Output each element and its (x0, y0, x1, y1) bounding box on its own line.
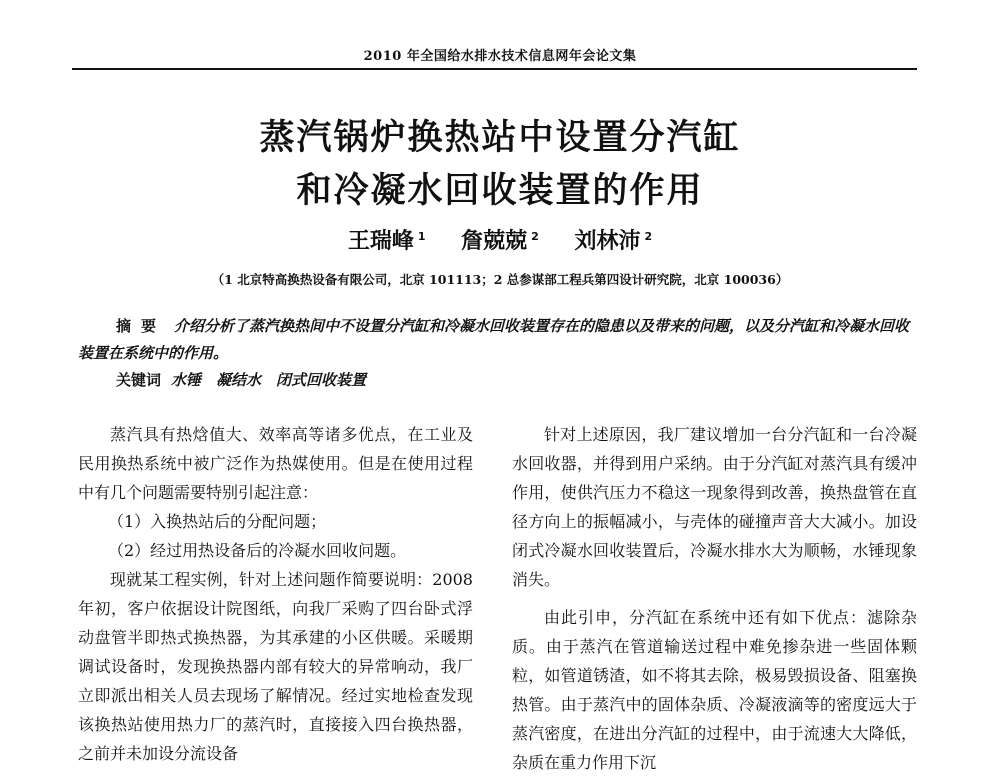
body-paragraph: 现就某工程实例，针对上述问题作简要说明：2008 年初，客户依据设计院图纸，向我厂采购了四台卧式浮动盘管半即热式换热器，为其承建的小区供暖。采暖期调试设备时，发现换热器内部有较大的异常响动，我厂立即派出相关人员去现场了解情况。经过实地检查发现该换热站使用热力厂的蒸汽时，直接接入四台换热器，之前并未加设分流设备 (78, 570, 473, 763)
paper-title-line-2: 和冷凝水回收装置的作用 (296, 171, 704, 211)
author-name: 刘林沛 (574, 229, 641, 254)
abstract-text: 介绍分析了蒸汽换热间中不设置分汽缸和冷凝水回收装置存在的隐患以及带来的问题，以及分汽缸和冷凝水回收装置在系统中的作用。 (78, 317, 910, 362)
list-item: （2）经过用热设备后的冷凝水回收问题。 (108, 541, 407, 560)
author-name: 王瑞峰 (347, 229, 414, 254)
abstract-paragraph (78, 313, 918, 367)
body-paragraph: 蒸汽具有热焓值大、效率高等诸多优点，在工业及民用换热系统中被广泛作为热媒使用。但是在使用过程中有几个问题需要特别引起注意： (78, 425, 473, 502)
keywords-text: 水锤 凝结水 闭式回收装置 (171, 371, 367, 389)
body-column-right (512, 420, 917, 777)
author (575, 229, 653, 254)
keywords-label: 关键词 (116, 371, 162, 389)
abstract-label: 摘要 (116, 317, 167, 335)
body-paragraph: 针对上述原因，我厂建议增加一台分汽缸和一台冷凝水回收器，并得到用户采纳。由于分汽缸对蒸汽具有缓冲作用，使供汽压力不稳这一现象得到改善，换热盘管在直径方向上的振幅减小，与壳体的碰撞声音大大减小。加设闭式冷凝水回收装置后，冷凝水排水大为顺畅，水锤现象消失。 (512, 425, 917, 589)
body-column-left (78, 420, 473, 768)
list-item: （1）入换热站后的分配问题； (108, 512, 327, 531)
author-name: 詹兢兢 (461, 229, 528, 254)
running-header: 2010 年全国给水排水技术信息网年会论文集 (363, 49, 637, 64)
keywords-line (116, 367, 918, 394)
body-paragraph: 由此引申，分汽缸在系统中还有如下优点：滤除杂质。由于蒸汽在管道输送过程中难免掺杂进一些固体颗粒，如管道锈渣，如不将其去除，极易毁损设备、阻塞换热管。由于蒸汽中的固体杂质、冷凝液滴等的密度远大于蒸汽密度，在进出分汽缸的过程中，由于流速大大降低，杂质在重力作用下沉 (512, 608, 917, 772)
author-affil-mark: 2 (644, 229, 653, 243)
author (461, 229, 539, 254)
paper-title-line-1: 蒸汽锅炉换热站中设置分汽缸 (259, 118, 741, 158)
abstract-block (78, 313, 918, 394)
affiliation: （1 北京特高换热设备有限公司，北京 101113；2 总参谋部工程兵第四设计研究院，北京 100036） (211, 272, 789, 287)
author-list (0, 224, 1000, 255)
author-affil-mark: 2 (531, 229, 539, 243)
header-rule (72, 68, 917, 70)
author (348, 229, 426, 254)
author-affil-mark: 1 (417, 229, 426, 243)
